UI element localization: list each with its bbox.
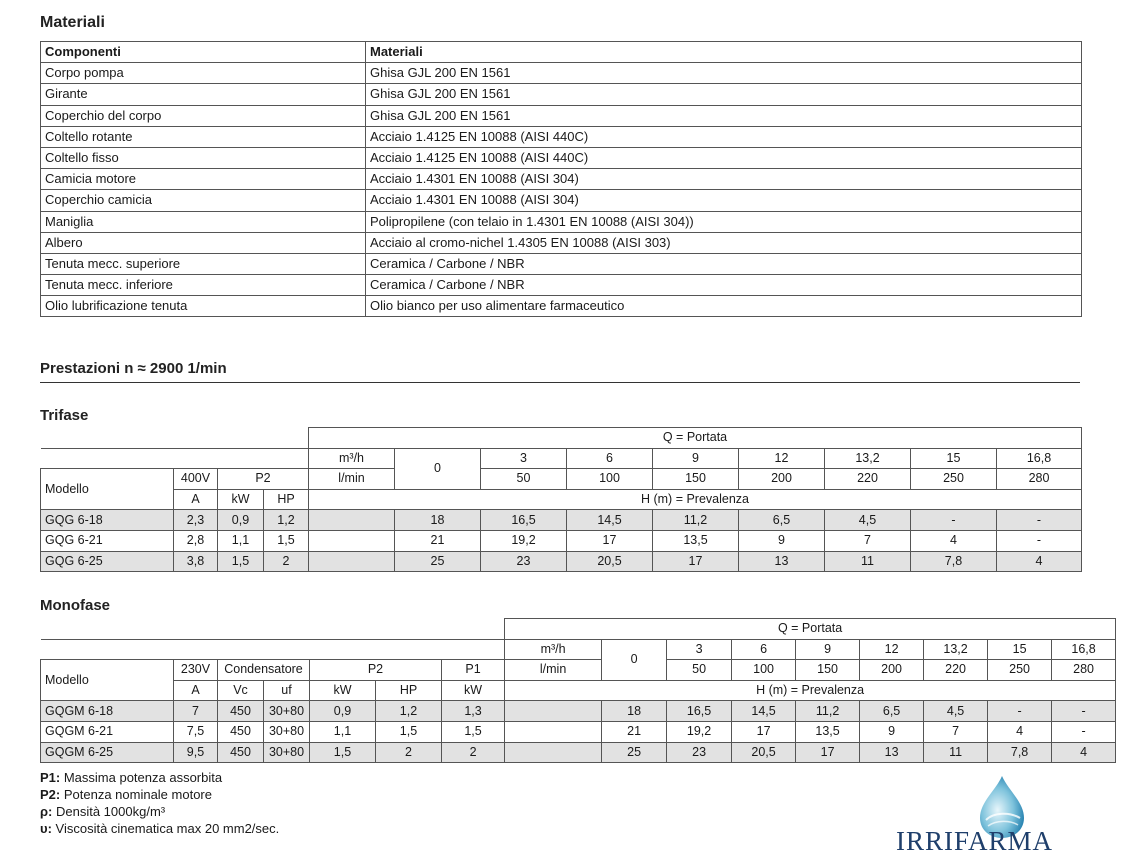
head-cell: 4,5 (825, 510, 911, 531)
head-cell: 6,5 (860, 701, 924, 722)
footnote-density: ρ: Densità 1000kg/m³ (40, 804, 166, 819)
blank-cell (505, 721, 602, 742)
column-header: Materiali (366, 42, 1082, 63)
vc-cell: 450 (218, 721, 264, 742)
footnote-p1: P1: Massima potenza assorbita (40, 770, 223, 785)
zero-flow: 0 (602, 639, 667, 680)
head-cell: 19,2 (481, 530, 567, 551)
materials-table (40, 41, 1082, 317)
head-cell: 17 (732, 721, 796, 742)
table-row (41, 126, 1082, 147)
flow-m3h: 6 (732, 639, 796, 660)
hp-cell: 1,2 (376, 701, 442, 722)
head-cell: 9 (860, 721, 924, 742)
h-label: H (m) = Prevalenza (505, 680, 1116, 701)
p2-label: P2 (310, 660, 442, 681)
footnotes (40, 769, 279, 837)
h-label: H (m) = Prevalenza (309, 489, 1082, 510)
head-cell: 21 (602, 721, 667, 742)
m3h-label: m³/h (309, 448, 395, 469)
flow-m3h: 6 (567, 448, 653, 469)
head-cell: 19,2 (667, 721, 732, 742)
kw-cell: 0,9 (310, 701, 376, 722)
flow-lmin: 150 (796, 660, 860, 681)
volt-label: 400V (174, 469, 218, 490)
modello-label: Modello (41, 660, 174, 701)
flow-lmin: 280 (997, 469, 1082, 490)
model-cell: GQG 6-25 (41, 551, 174, 572)
column-header: Componenti (41, 42, 366, 63)
p2-label: P2 (218, 469, 309, 490)
q-label: Q = Portata (505, 619, 1116, 640)
table-row (41, 742, 1116, 763)
kw-cell: 1,5 (310, 742, 376, 763)
flow-m3h: 15 (911, 448, 997, 469)
table-row (41, 232, 1082, 253)
head-cell: 17 (796, 742, 860, 763)
table-row (41, 84, 1082, 105)
monofase-title: Monofase (40, 597, 111, 614)
table-row (41, 190, 1082, 211)
blank-cell (41, 428, 309, 449)
p1-cell: 1,3 (442, 701, 505, 722)
hp-cell: 2 (264, 551, 309, 572)
blank-cell (41, 448, 309, 469)
table-row (41, 211, 1082, 232)
head-cell: - (911, 510, 997, 531)
head-cell: 17 (567, 530, 653, 551)
current-cell: 3,8 (174, 551, 218, 572)
irrifarma-logo: IRRIFARMA (896, 826, 1054, 856)
vc-cell: 450 (218, 701, 264, 722)
head-cell: 7,8 (911, 551, 997, 572)
flow-m3h: 16,8 (1052, 639, 1116, 660)
material-cell: Olio bianco per uso alimentare farmaceutico (366, 296, 1082, 317)
material-cell: Ceramica / Carbone / NBR (366, 253, 1082, 274)
hp-cell: 1,5 (264, 530, 309, 551)
flow-lmin: 150 (653, 469, 739, 490)
material-cell: Ghisa GJL 200 EN 1561 (366, 63, 1082, 84)
head-cell: 6,5 (739, 510, 825, 531)
table-header-row (41, 42, 1082, 63)
head-cell: 4 (1052, 742, 1116, 763)
table-row (41, 721, 1116, 742)
component-cell: Maniglia (41, 211, 366, 232)
flow-lmin: 100 (732, 660, 796, 681)
head-cell: 25 (602, 742, 667, 763)
component-cell: Olio lubrificazione tenuta (41, 296, 366, 317)
flow-lmin: 280 (1052, 660, 1116, 681)
head-cell: 23 (481, 551, 567, 572)
q-label: Q = Portata (309, 428, 1082, 449)
kw-cell: 1,1 (218, 530, 264, 551)
p1-cell: 2 (442, 742, 505, 763)
flow-m3h: 13,2 (924, 639, 988, 660)
head-cell: - (997, 510, 1082, 531)
flow-m3h: 16,8 (997, 448, 1082, 469)
table-row (41, 253, 1082, 274)
model-cell: GQGM 6-18 (41, 701, 174, 722)
component-cell: Coltello rotante (41, 126, 366, 147)
component-cell: Corpo pompa (41, 63, 366, 84)
flow-lmin: 220 (924, 660, 988, 681)
unit-hp: HP (376, 680, 442, 701)
current-cell: 7 (174, 701, 218, 722)
current-cell: 7,5 (174, 721, 218, 742)
section-divider (40, 382, 1080, 383)
head-cell: 21 (395, 530, 481, 551)
unit-vc: Vc (218, 680, 264, 701)
m3h-label: m³/h (505, 639, 602, 660)
head-cell: 4 (988, 721, 1052, 742)
component-cell: Girante (41, 84, 366, 105)
monofase-table (40, 618, 1116, 763)
table-row (41, 63, 1082, 84)
component-cell: Camicia motore (41, 169, 366, 190)
material-cell: Polipropilene (con telaio in 1.4301 EN 10088 (AISI 304)) (366, 211, 1082, 232)
head-cell: 11 (924, 742, 988, 763)
flow-m3h: 12 (860, 639, 924, 660)
blank-cell (309, 551, 395, 572)
flow-lmin: 200 (860, 660, 924, 681)
flow-lmin: 250 (911, 469, 997, 490)
unit-hp: HP (264, 489, 309, 510)
material-cell: Acciaio 1.4301 EN 10088 (AISI 304) (366, 190, 1082, 211)
hp-cell: 1,5 (376, 721, 442, 742)
p1-label: P1 (442, 660, 505, 681)
component-cell: Coperchio camicia (41, 190, 366, 211)
hp-cell: 1,2 (264, 510, 309, 531)
table-row (41, 701, 1116, 722)
material-cell: Acciaio 1.4301 EN 10088 (AISI 304) (366, 169, 1082, 190)
table-row (41, 551, 1082, 572)
table-row (41, 530, 1082, 551)
unit-a: A (174, 489, 218, 510)
volt-label: 230V (174, 660, 218, 681)
head-cell: 13 (739, 551, 825, 572)
flow-lmin: 50 (481, 469, 567, 490)
head-cell: 7,8 (988, 742, 1052, 763)
blank-cell (309, 530, 395, 551)
head-cell: 23 (667, 742, 732, 763)
material-cell: Ghisa GJL 200 EN 1561 (366, 105, 1082, 126)
head-cell: 4 (911, 530, 997, 551)
head-cell: 11,2 (796, 701, 860, 722)
head-cell: - (1052, 701, 1116, 722)
head-cell: 13,5 (796, 721, 860, 742)
head-cell: 14,5 (732, 701, 796, 722)
footnote-p2: P2: Potenza nominale motore (40, 787, 212, 802)
head-cell: 18 (395, 510, 481, 531)
unit-a: A (174, 680, 218, 701)
blank-cell (505, 701, 602, 722)
condensatore-label: Condensatore (218, 660, 310, 681)
lmin-label: l/min (505, 660, 602, 681)
footnote-viscosity: υ: Viscosità cinematica max 20 mm2/sec. (40, 821, 280, 836)
materiali-title: Materiali (40, 14, 105, 31)
flow-lmin: 250 (988, 660, 1052, 681)
table-row (41, 510, 1082, 531)
head-cell: 4,5 (924, 701, 988, 722)
head-cell: 11 (825, 551, 911, 572)
head-cell: 7 (924, 721, 988, 742)
table-row (41, 169, 1082, 190)
unit-kw-p1: kW (442, 680, 505, 701)
head-cell: 7 (825, 530, 911, 551)
head-cell: 16,5 (667, 701, 732, 722)
head-cell: - (988, 701, 1052, 722)
flow-m3h: 15 (988, 639, 1052, 660)
p1-cell: 1,5 (442, 721, 505, 742)
head-cell: 20,5 (567, 551, 653, 572)
flow-m3h: 3 (667, 639, 732, 660)
hp-cell: 2 (376, 742, 442, 763)
material-cell: Acciaio 1.4125 EN 10088 (AISI 440C) (366, 126, 1082, 147)
material-cell: Acciaio al cromo-nichel 1.4305 EN 10088 (AISI 303) (366, 232, 1082, 253)
table-row (41, 105, 1082, 126)
flow-m3h: 9 (796, 639, 860, 660)
flow-lmin: 200 (739, 469, 825, 490)
uf-cell: 30+80 (264, 721, 310, 742)
flow-m3h: 3 (481, 448, 567, 469)
component-cell: Tenuta mecc. superiore (41, 253, 366, 274)
uf-cell: 30+80 (264, 701, 310, 722)
blank-cell (41, 639, 505, 660)
kw-cell: 0,9 (218, 510, 264, 531)
head-cell: 4 (997, 551, 1082, 572)
model-cell: GQGM 6-21 (41, 721, 174, 742)
zero-flow: 0 (395, 448, 481, 489)
vc-cell: 450 (218, 742, 264, 763)
trifase-title: Trifase (40, 407, 89, 424)
flow-m3h: 9 (653, 448, 739, 469)
table-row (41, 296, 1082, 317)
head-cell: 18 (602, 701, 667, 722)
current-cell: 2,3 (174, 510, 218, 531)
modello-label: Modello (41, 469, 174, 510)
flow-lmin: 220 (825, 469, 911, 490)
lmin-label: l/min (309, 469, 395, 490)
component-cell: Coltello fisso (41, 147, 366, 168)
head-cell: 13,5 (653, 530, 739, 551)
head-cell: 20,5 (732, 742, 796, 763)
blank-cell (309, 510, 395, 531)
head-cell: 11,2 (653, 510, 739, 531)
unit-kw: kW (310, 680, 376, 701)
material-cell: Ceramica / Carbone / NBR (366, 275, 1082, 296)
component-cell: Albero (41, 232, 366, 253)
unit-kw: kW (218, 489, 264, 510)
unit-uf: uf (264, 680, 310, 701)
head-cell: 17 (653, 551, 739, 572)
model-cell: GQG 6-18 (41, 510, 174, 531)
trifase-table (40, 427, 1082, 572)
prestazioni-title: Prestazioni n ≈ 2900 1/min (40, 360, 227, 377)
model-cell: GQGM 6-25 (41, 742, 174, 763)
component-cell: Coperchio del corpo (41, 105, 366, 126)
head-cell: - (997, 530, 1082, 551)
table-row (41, 275, 1082, 296)
blank-cell (505, 742, 602, 763)
kw-cell: 1,5 (218, 551, 264, 572)
head-cell: - (1052, 721, 1116, 742)
current-cell: 2,8 (174, 530, 218, 551)
head-cell: 25 (395, 551, 481, 572)
blank-cell (41, 619, 505, 640)
flow-lmin: 100 (567, 469, 653, 490)
material-cell: Acciaio 1.4125 EN 10088 (AISI 440C) (366, 147, 1082, 168)
head-cell: 13 (860, 742, 924, 763)
head-cell: 16,5 (481, 510, 567, 531)
head-cell: 14,5 (567, 510, 653, 531)
table-row (41, 147, 1082, 168)
current-cell: 9,5 (174, 742, 218, 763)
flow-m3h: 13,2 (825, 448, 911, 469)
uf-cell: 30+80 (264, 742, 310, 763)
kw-cell: 1,1 (310, 721, 376, 742)
head-cell: 9 (739, 530, 825, 551)
component-cell: Tenuta mecc. inferiore (41, 275, 366, 296)
model-cell: GQG 6-21 (41, 530, 174, 551)
flow-m3h: 12 (739, 448, 825, 469)
material-cell: Ghisa GJL 200 EN 1561 (366, 84, 1082, 105)
flow-lmin: 50 (667, 660, 732, 681)
